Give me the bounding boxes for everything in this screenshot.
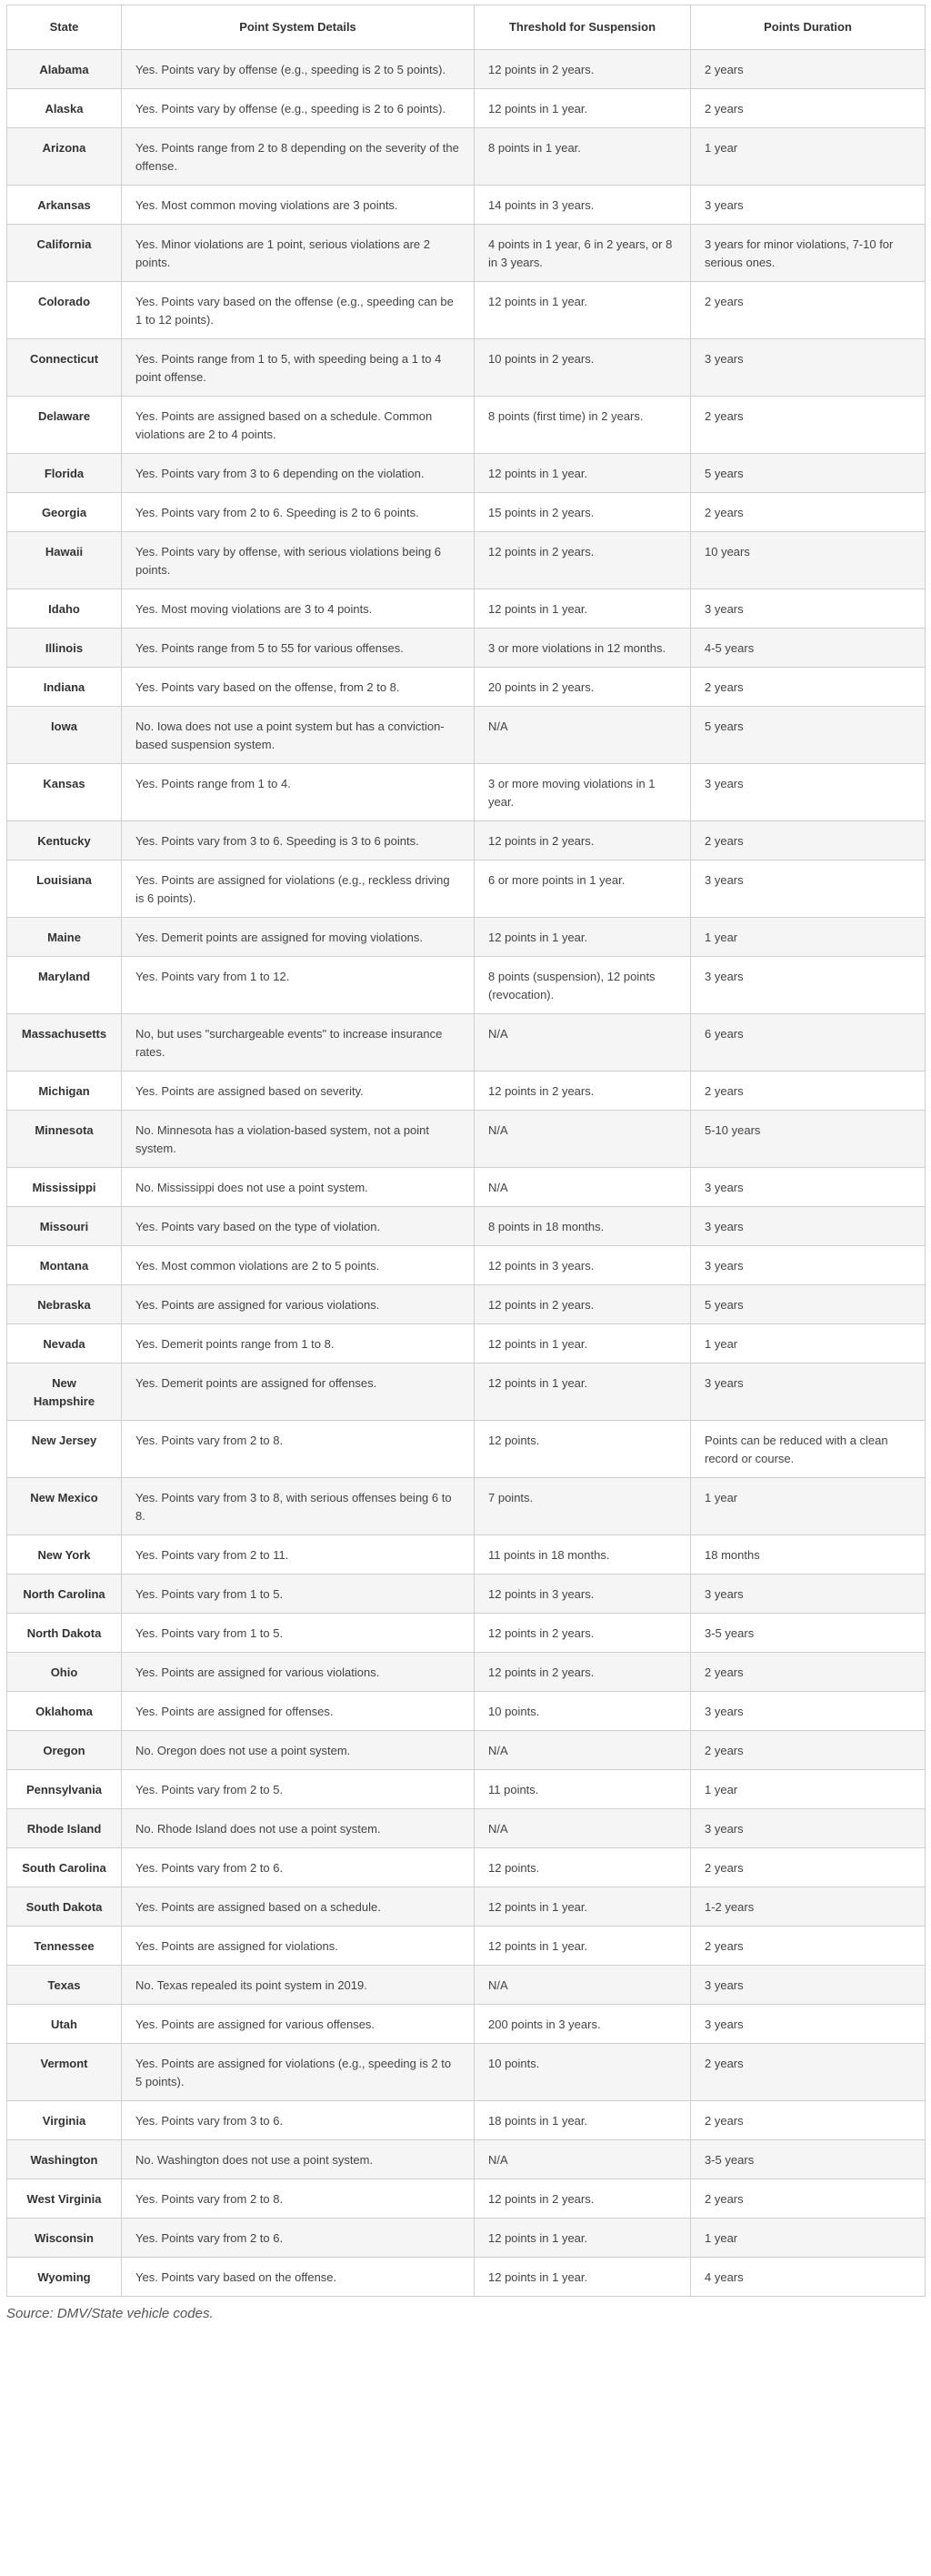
table-row: [7, 1692, 926, 1731]
cell-point-system-details: Yes. Minor violations are 1 point, serious violations are 2 points.: [122, 225, 475, 282]
table-row: [7, 764, 926, 821]
cell-point-system-details: Yes. Points are assigned based on severity.: [122, 1072, 475, 1111]
cell-points-duration: 2 years: [691, 282, 926, 339]
cell-point-system-details: Yes. Points vary from 1 to 12.: [122, 957, 475, 1014]
cell-state: Alabama: [7, 50, 122, 89]
header-state: State: [7, 5, 122, 50]
cell-points-duration: 3 years: [691, 1207, 926, 1246]
cell-point-system-details: Yes. Points vary from 2 to 8.: [122, 1421, 475, 1478]
cell-points-duration: 3-5 years: [691, 1614, 926, 1653]
table-row: [7, 1575, 926, 1614]
cell-threshold: 12 points in 1 year.: [475, 2258, 691, 2297]
cell-threshold: 8 points in 18 months.: [475, 1207, 691, 1246]
cell-point-system-details: Yes. Points vary from 3 to 8, with serious offenses being 6 to 8.: [122, 1478, 475, 1535]
cell-point-system-details: Yes. Points are assigned based on a schedule. Common violations are 2 to 4 points.: [122, 397, 475, 454]
cell-point-system-details: Yes. Demerit points are assigned for offenses.: [122, 1363, 475, 1421]
cell-threshold: 14 points in 3 years.: [475, 186, 691, 225]
cell-point-system-details: Yes. Points are assigned for various violations.: [122, 1285, 475, 1324]
cell-point-system-details: Yes. Points range from 1 to 4.: [122, 764, 475, 821]
cell-threshold: 3 or more violations in 12 months.: [475, 629, 691, 668]
cell-point-system-details: Yes. Points are assigned for offenses.: [122, 1692, 475, 1731]
cell-state: Arkansas: [7, 186, 122, 225]
cell-points-duration: 1 year: [691, 918, 926, 957]
cell-point-system-details: Yes. Points vary from 2 to 6. Speeding is 2 to 6 points.: [122, 493, 475, 532]
table-row: [7, 1363, 926, 1421]
cell-points-duration: 2 years: [691, 50, 926, 89]
cell-state: Iowa: [7, 707, 122, 764]
cell-threshold: 12 points in 1 year.: [475, 589, 691, 629]
cell-points-duration: 3 years: [691, 1168, 926, 1207]
cell-point-system-details: Yes. Demerit points are assigned for moving violations.: [122, 918, 475, 957]
table-row: [7, 1653, 926, 1692]
cell-points-duration: 18 months: [691, 1535, 926, 1575]
cell-points-duration: 3 years: [691, 1363, 926, 1421]
cell-state: Maine: [7, 918, 122, 957]
table-row: [7, 128, 926, 186]
table-row: [7, 50, 926, 89]
cell-threshold: 12 points in 1 year.: [475, 1887, 691, 1927]
cell-threshold: 10 points.: [475, 2044, 691, 2101]
cell-point-system-details: Yes. Points vary from 3 to 6. Speeding is 3 to 6 points.: [122, 821, 475, 860]
cell-state: Idaho: [7, 589, 122, 629]
cell-state: Connecticut: [7, 339, 122, 397]
cell-points-duration: 2 years: [691, 397, 926, 454]
cell-state: Tennessee: [7, 1927, 122, 1966]
cell-threshold: 12 points in 2 years.: [475, 1653, 691, 1692]
cell-point-system-details: No. Iowa does not use a point system but has a conviction-based suspension system.: [122, 707, 475, 764]
cell-points-duration: 3 years: [691, 1966, 926, 2005]
cell-points-duration: 2 years: [691, 2101, 926, 2140]
cell-points-duration: 3 years: [691, 764, 926, 821]
cell-state: Nebraska: [7, 1285, 122, 1324]
cell-state: South Dakota: [7, 1887, 122, 1927]
cell-threshold: N/A: [475, 1966, 691, 2005]
cell-state: Missouri: [7, 1207, 122, 1246]
cell-points-duration: 2 years: [691, 821, 926, 860]
cell-state: Oklahoma: [7, 1692, 122, 1731]
table-row: [7, 1014, 926, 1072]
cell-point-system-details: No. Minnesota has a violation-based system, not a point system.: [122, 1111, 475, 1168]
cell-state: New Mexico: [7, 1478, 122, 1535]
table-row: [7, 2044, 926, 2101]
cell-threshold: 200 points in 3 years.: [475, 2005, 691, 2044]
cell-points-duration: 3 years: [691, 186, 926, 225]
cell-state: Wisconsin: [7, 2219, 122, 2258]
cell-state: New Hampshire: [7, 1363, 122, 1421]
cell-threshold: 12 points in 3 years.: [475, 1575, 691, 1614]
cell-point-system-details: Yes. Points vary by offense, with serious violations being 6 points.: [122, 532, 475, 589]
cell-points-duration: 1 year: [691, 128, 926, 186]
table-row: [7, 589, 926, 629]
table-row: [7, 2258, 926, 2297]
cell-threshold: 12 points in 1 year.: [475, 1927, 691, 1966]
cell-threshold: 10 points.: [475, 1692, 691, 1731]
cell-points-duration: 5 years: [691, 454, 926, 493]
table-row: [7, 1809, 926, 1848]
cell-threshold: 12 points in 1 year.: [475, 282, 691, 339]
cell-point-system-details: Yes. Points are assigned based on a schedule.: [122, 1887, 475, 1927]
header-points-duration: Points Duration: [691, 5, 926, 50]
table-row: [7, 225, 926, 282]
cell-points-duration: 3 years: [691, 339, 926, 397]
table-row: [7, 1207, 926, 1246]
cell-threshold: 8 points in 1 year.: [475, 128, 691, 186]
cell-points-duration: 10 years: [691, 532, 926, 589]
cell-point-system-details: No. Oregon does not use a point system.: [122, 1731, 475, 1770]
cell-state: Kansas: [7, 764, 122, 821]
table-row: [7, 1478, 926, 1535]
cell-state: New Jersey: [7, 1421, 122, 1478]
cell-state: West Virginia: [7, 2179, 122, 2219]
cell-threshold: 11 points.: [475, 1770, 691, 1809]
cell-points-duration: 3-5 years: [691, 2140, 926, 2179]
cell-points-duration: 2 years: [691, 668, 926, 707]
cell-point-system-details: Yes. Most moving violations are 3 to 4 points.: [122, 589, 475, 629]
header-point-system-details: Point System Details: [122, 5, 475, 50]
table-body: [7, 50, 926, 2297]
cell-state: Ohio: [7, 1653, 122, 1692]
cell-state: North Carolina: [7, 1575, 122, 1614]
cell-points-duration: 2 years: [691, 1653, 926, 1692]
cell-threshold: N/A: [475, 707, 691, 764]
cell-points-duration: 3 years: [691, 860, 926, 918]
cell-state: Pennsylvania: [7, 1770, 122, 1809]
cell-points-duration: 2 years: [691, 1072, 926, 1111]
table-row: [7, 1731, 926, 1770]
cell-point-system-details: Yes. Points vary from 2 to 5.: [122, 1770, 475, 1809]
cell-point-system-details: Yes. Points are assigned for various offenses.: [122, 2005, 475, 2044]
cell-threshold: N/A: [475, 1731, 691, 1770]
cell-state: Minnesota: [7, 1111, 122, 1168]
table-row: [7, 2005, 926, 2044]
cell-state: Arizona: [7, 128, 122, 186]
cell-points-duration: 3 years for minor violations, 7-10 for serious ones.: [691, 225, 926, 282]
cell-state: Utah: [7, 2005, 122, 2044]
table-row: [7, 860, 926, 918]
cell-state: Texas: [7, 1966, 122, 2005]
cell-points-duration: 5 years: [691, 1285, 926, 1324]
cell-state: Indiana: [7, 668, 122, 707]
cell-state: New York: [7, 1535, 122, 1575]
cell-state: Mississippi: [7, 1168, 122, 1207]
cell-threshold: N/A: [475, 1809, 691, 1848]
cell-points-duration: 2 years: [691, 2044, 926, 2101]
cell-point-system-details: Yes. Points vary from 3 to 6 depending on the violation.: [122, 454, 475, 493]
cell-points-duration: 1 year: [691, 1324, 926, 1363]
cell-threshold: 8 points (suspension), 12 points (revocation).: [475, 957, 691, 1014]
cell-state: Florida: [7, 454, 122, 493]
cell-point-system-details: Yes. Points vary based on the offense (e.g., speeding can be 1 to 12 points).: [122, 282, 475, 339]
cell-threshold: N/A: [475, 1111, 691, 1168]
table-row: [7, 2140, 926, 2179]
state-points-table: [6, 5, 926, 2297]
cell-threshold: 12 points in 2 years.: [475, 50, 691, 89]
cell-threshold: N/A: [475, 2140, 691, 2179]
cell-state: Kentucky: [7, 821, 122, 860]
table-row: [7, 1927, 926, 1966]
cell-points-duration: 2 years: [691, 493, 926, 532]
cell-threshold: N/A: [475, 1014, 691, 1072]
cell-point-system-details: No. Washington does not use a point system.: [122, 2140, 475, 2179]
cell-threshold: 20 points in 2 years.: [475, 668, 691, 707]
cell-threshold: 12 points in 2 years.: [475, 1285, 691, 1324]
table-row: [7, 1770, 926, 1809]
cell-points-duration: 5-10 years: [691, 1111, 926, 1168]
table-row: [7, 532, 926, 589]
cell-threshold: 12 points in 2 years.: [475, 532, 691, 589]
table-row: [7, 1535, 926, 1575]
cell-threshold: 15 points in 2 years.: [475, 493, 691, 532]
table-row: [7, 339, 926, 397]
source-note: Source: DMV/State vehicle codes.: [6, 2306, 214, 2321]
cell-points-duration: 3 years: [691, 589, 926, 629]
cell-point-system-details: Yes. Points vary based on the type of violation.: [122, 1207, 475, 1246]
cell-points-duration: 5 years: [691, 707, 926, 764]
table-row: [7, 1324, 926, 1363]
cell-points-duration: 3 years: [691, 1692, 926, 1731]
cell-point-system-details: Yes. Points vary from 3 to 6.: [122, 2101, 475, 2140]
cell-state: Illinois: [7, 629, 122, 668]
table-row: [7, 821, 926, 860]
cell-points-duration: 3 years: [691, 1246, 926, 1285]
cell-threshold: 12 points in 2 years.: [475, 1072, 691, 1111]
cell-state: Virginia: [7, 2101, 122, 2140]
cell-state: Rhode Island: [7, 1809, 122, 1848]
table-row: [7, 397, 926, 454]
table-row: [7, 957, 926, 1014]
cell-points-duration: 1-2 years: [691, 1887, 926, 1927]
cell-point-system-details: No, but uses "surchargeable events" to increase insurance rates.: [122, 1014, 475, 1072]
cell-points-duration: 2 years: [691, 1927, 926, 1966]
cell-state: Maryland: [7, 957, 122, 1014]
cell-state: Delaware: [7, 397, 122, 454]
table-header: [7, 5, 926, 50]
cell-state: Michigan: [7, 1072, 122, 1111]
cell-threshold: 12 points in 3 years.: [475, 1246, 691, 1285]
cell-point-system-details: Yes. Points are assigned for various violations.: [122, 1653, 475, 1692]
cell-threshold: 4 points in 1 year, 6 in 2 years, or 8 in 3 years.: [475, 225, 691, 282]
cell-state: Oregon: [7, 1731, 122, 1770]
cell-point-system-details: Yes. Points vary by offense (e.g., speeding is 2 to 6 points).: [122, 89, 475, 128]
table-row: [7, 1072, 926, 1111]
table-row: [7, 493, 926, 532]
table-row: [7, 1285, 926, 1324]
table-row: [7, 2219, 926, 2258]
header-threshold-for-suspension: Threshold for Suspension: [475, 5, 691, 50]
cell-point-system-details: Yes. Points range from 5 to 55 for various offenses.: [122, 629, 475, 668]
cell-points-duration: Points can be reduced with a clean record or course.: [691, 1421, 926, 1478]
cell-points-duration: 3 years: [691, 1809, 926, 1848]
table-row: [7, 1421, 926, 1478]
cell-points-duration: 1 year: [691, 1478, 926, 1535]
cell-state: Nevada: [7, 1324, 122, 1363]
cell-point-system-details: Yes. Most common violations are 2 to 5 points.: [122, 1246, 475, 1285]
cell-point-system-details: Yes. Points vary from 2 to 6.: [122, 2219, 475, 2258]
table-row: [7, 1614, 926, 1653]
cell-point-system-details: Yes. Points vary from 2 to 8.: [122, 2179, 475, 2219]
cell-threshold: 12 points in 2 years.: [475, 2179, 691, 2219]
table-row: [7, 1246, 926, 1285]
cell-points-duration: 6 years: [691, 1014, 926, 1072]
cell-points-duration: 4 years: [691, 2258, 926, 2297]
cell-state: Montana: [7, 1246, 122, 1285]
cell-point-system-details: Yes. Points range from 2 to 8 depending on the severity of the offense.: [122, 128, 475, 186]
cell-threshold: 12 points in 2 years.: [475, 821, 691, 860]
cell-threshold: 12 points.: [475, 1421, 691, 1478]
table-row: [7, 1887, 926, 1927]
cell-points-duration: 3 years: [691, 1575, 926, 1614]
cell-threshold: 12 points in 1 year.: [475, 1363, 691, 1421]
table-row: [7, 1848, 926, 1887]
cell-points-duration: 2 years: [691, 89, 926, 128]
cell-point-system-details: Yes. Points range from 1 to 5, with speeding being a 1 to 4 point offense.: [122, 339, 475, 397]
cell-threshold: 10 points in 2 years.: [475, 339, 691, 397]
cell-state: Washington: [7, 2140, 122, 2179]
cell-point-system-details: No. Texas repealed its point system in 2019.: [122, 1966, 475, 2005]
cell-state: Massachusetts: [7, 1014, 122, 1072]
cell-state: North Dakota: [7, 1614, 122, 1653]
cell-threshold: N/A: [475, 1168, 691, 1207]
cell-points-duration: 3 years: [691, 957, 926, 1014]
cell-point-system-details: No. Rhode Island does not use a point system.: [122, 1809, 475, 1848]
cell-point-system-details: No. Mississippi does not use a point system.: [122, 1168, 475, 1207]
table-row: [7, 2101, 926, 2140]
cell-points-duration: 2 years: [691, 1848, 926, 1887]
cell-state: California: [7, 225, 122, 282]
cell-state: Louisiana: [7, 860, 122, 918]
cell-points-duration: 1 year: [691, 1770, 926, 1809]
cell-point-system-details: Yes. Points vary based on the offense.: [122, 2258, 475, 2297]
cell-point-system-details: Yes. Points vary based on the offense, from 2 to 8.: [122, 668, 475, 707]
table-row: [7, 454, 926, 493]
cell-threshold: 6 or more points in 1 year.: [475, 860, 691, 918]
cell-threshold: 12 points in 1 year.: [475, 89, 691, 128]
cell-state: Wyoming: [7, 2258, 122, 2297]
cell-point-system-details: Yes. Points vary from 1 to 5.: [122, 1575, 475, 1614]
table-row: [7, 668, 926, 707]
table-row: [7, 1111, 926, 1168]
table-row: [7, 2179, 926, 2219]
cell-state: Vermont: [7, 2044, 122, 2101]
cell-point-system-details: Yes. Points are assigned for violations (e.g., speeding is 2 to 5 points).: [122, 2044, 475, 2101]
cell-point-system-details: Yes. Points are assigned for violations.: [122, 1927, 475, 1966]
cell-point-system-details: Yes. Points vary from 2 to 11.: [122, 1535, 475, 1575]
cell-threshold: 8 points (first time) in 2 years.: [475, 397, 691, 454]
cell-state: Georgia: [7, 493, 122, 532]
table-row: [7, 89, 926, 128]
cell-state: South Carolina: [7, 1848, 122, 1887]
cell-state: Hawaii: [7, 532, 122, 589]
cell-points-duration: 2 years: [691, 1731, 926, 1770]
cell-points-duration: 1 year: [691, 2219, 926, 2258]
table-row: [7, 707, 926, 764]
cell-point-system-details: Yes. Points vary from 2 to 6.: [122, 1848, 475, 1887]
table-row: [7, 1966, 926, 2005]
cell-threshold: 18 points in 1 year.: [475, 2101, 691, 2140]
cell-state: Colorado: [7, 282, 122, 339]
header-row: [7, 5, 926, 50]
cell-points-duration: 4-5 years: [691, 629, 926, 668]
cell-state: Alaska: [7, 89, 122, 128]
cell-points-duration: 2 years: [691, 2179, 926, 2219]
cell-threshold: 12 points in 1 year.: [475, 918, 691, 957]
cell-point-system-details: Yes. Most common moving violations are 3 points.: [122, 186, 475, 225]
cell-threshold: 12 points in 2 years.: [475, 1614, 691, 1653]
cell-threshold: 11 points in 18 months.: [475, 1535, 691, 1575]
cell-threshold: 12 points.: [475, 1848, 691, 1887]
table-row: [7, 1168, 926, 1207]
cell-points-duration: 3 years: [691, 2005, 926, 2044]
cell-point-system-details: Yes. Points vary from 1 to 5.: [122, 1614, 475, 1653]
cell-threshold: 7 points.: [475, 1478, 691, 1535]
table-row: [7, 918, 926, 957]
cell-point-system-details: Yes. Demerit points range from 1 to 8.: [122, 1324, 475, 1363]
table-row: [7, 282, 926, 339]
cell-threshold: 3 or more moving violations in 1 year.: [475, 764, 691, 821]
cell-threshold: 12 points in 1 year.: [475, 2219, 691, 2258]
table-row: [7, 629, 926, 668]
cell-threshold: 12 points in 1 year.: [475, 1324, 691, 1363]
cell-threshold: 12 points in 1 year.: [475, 454, 691, 493]
table-row: [7, 186, 926, 225]
cell-point-system-details: Yes. Points vary by offense (e.g., speeding is 2 to 5 points).: [122, 50, 475, 89]
cell-point-system-details: Yes. Points are assigned for violations (e.g., reckless driving is 6 points).: [122, 860, 475, 918]
